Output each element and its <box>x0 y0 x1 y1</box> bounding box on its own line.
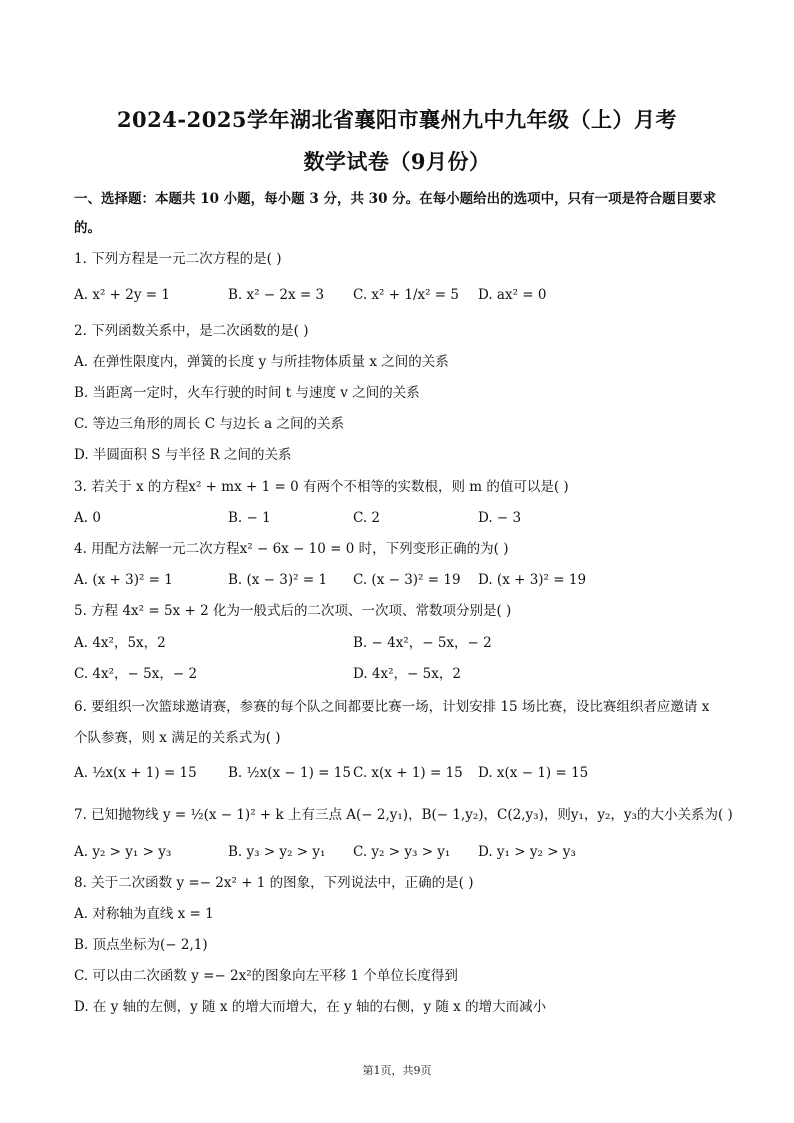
question-8-option-d: D. 在 y 轴的左侧，y 随 x 的增大而增大，在 y 轴的右侧，y 随 x 的增大而减小 <box>74 999 547 1015</box>
question-6-option-c: C. x(x + 1) = 15 <box>353 765 463 781</box>
question-7-stem: 7. 已知抛物线 y = ½(x − 1)² + k 上有三点 A(− 2,y₁)，B(− 1,y₂)，C(2,y₃)，则y₁，y₂，y₃的大小关系为( ) <box>74 807 733 823</box>
question-3-option-b: B. − 1 <box>228 510 271 526</box>
question-5-stem: 5. 方程 4x² = 5x + 2 化为一般式后的二次项、一次项、常数项分别是( ) <box>74 603 512 619</box>
exam-title: 2024-2025学年湖北省襄阳市襄州九中九年级（上）月考 <box>116 107 678 132</box>
question-3-option-d: D. − 3 <box>478 510 522 526</box>
question-4-option-a: A. (x + 3)² = 1 <box>74 572 173 588</box>
question-1-option-b: B. x² − 2x = 3 <box>228 287 325 303</box>
question-3-stem: 3. 若关于 x 的方程x² + mx + 1 = 0 有两个不相等的实数根，则 m 的值可以是( ) <box>74 479 569 495</box>
question-1-stem: 1. 下列方程是一元二次方程的是( ) <box>74 251 282 267</box>
question-7-option-b: B. y₃ > y₂ > y₁ <box>228 844 326 860</box>
question-7-option-c: C. y₂ > y₃ > y₁ <box>353 844 451 860</box>
question-1-option-c: C. x² + 1/x² = 5 <box>353 287 459 303</box>
question-6-option-d: D. x(x − 1) = 15 <box>478 765 589 781</box>
page-footer: 第1页，共9页 <box>362 1064 432 1077</box>
section-heading: 一、选择题：本题共 10 小题，每小题 3 分，共 30 分。在每小题给出的选项中，只有一项是符合题目要求 <box>74 191 717 207</box>
question-8-stem: 8. 关于二次函数 y =− 2x² + 1 的图象，下列说法中，正确的是( ) <box>74 875 474 891</box>
question-7-option-d: D. y₁ > y₂ > y₃ <box>478 844 576 860</box>
exam-subtitle: 数学试卷（9月份） <box>303 149 491 174</box>
question-4-option-d: D. (x + 3)² = 19 <box>478 572 587 588</box>
question-3-option-c: C. 2 <box>353 510 381 526</box>
question-1-option-d: D. ax² = 0 <box>478 287 547 303</box>
question-2-stem: 2. 下列函数关系中，是二次函数的是( ) <box>74 323 309 339</box>
question-6-stem: 6. 要组织一次篮球邀请赛，参赛的每个队之间都要比赛一场，计划安排 15 场比赛，设比赛组织者应邀请 x <box>74 699 710 715</box>
question-1-option-a: A. x² + 2y = 1 <box>74 287 170 303</box>
question-6-option-a: A. ½x(x + 1) = 15 <box>74 765 197 781</box>
question-2-option-b: B. 当距离一定时，火车行驶的时间 t 与速度 v 之间的关系 <box>74 385 420 401</box>
question-6-option-b: B. ½x(x − 1) = 15 <box>228 765 351 781</box>
question-3-option-a: A. 0 <box>74 510 101 526</box>
question-5-option-d: D. 4x²，− 5x，2 <box>353 666 461 682</box>
question-5-option-c: C. 4x²，− 5x，− 2 <box>74 666 198 682</box>
question-2-option-d: D. 半圆面积 S 与半径 R 之间的关系 <box>74 447 292 463</box>
question-8-option-b: B. 顶点坐标为(− 2,1) <box>74 937 208 953</box>
question-5-option-a: A. 4x²，5x，2 <box>74 635 166 651</box>
question-4-stem: 4. 用配方法解一元二次方程x² − 6x − 10 = 0 时，下列变形正确的为( ) <box>74 541 509 557</box>
question-4-option-c: C. (x − 3)² = 19 <box>353 572 461 588</box>
question-8-option-a: A. 对称轴为直线 x = 1 <box>74 906 214 922</box>
question-2-option-a: A. 在弹性限度内，弹簧的长度 y 与所挂物体质量 x 之间的关系 <box>74 354 449 370</box>
question-6-stem-cont: 个队参赛，则 x 满足的关系式为( ) <box>74 730 281 746</box>
question-5-option-b: B. − 4x²，− 5x，− 2 <box>353 635 492 651</box>
question-7-option-a: A. y₂ > y₁ > y₃ <box>74 844 172 860</box>
question-4-option-b: B. (x − 3)² = 1 <box>228 572 328 588</box>
question-8-option-c: C. 可以由二次函数 y =− 2x²的图象向左平移 1 个单位长度得到 <box>74 968 458 984</box>
question-2-option-c: C. 等边三角形的周长 C 与边长 a 之间的关系 <box>74 416 344 432</box>
section-heading-cont: 的。 <box>74 220 101 236</box>
